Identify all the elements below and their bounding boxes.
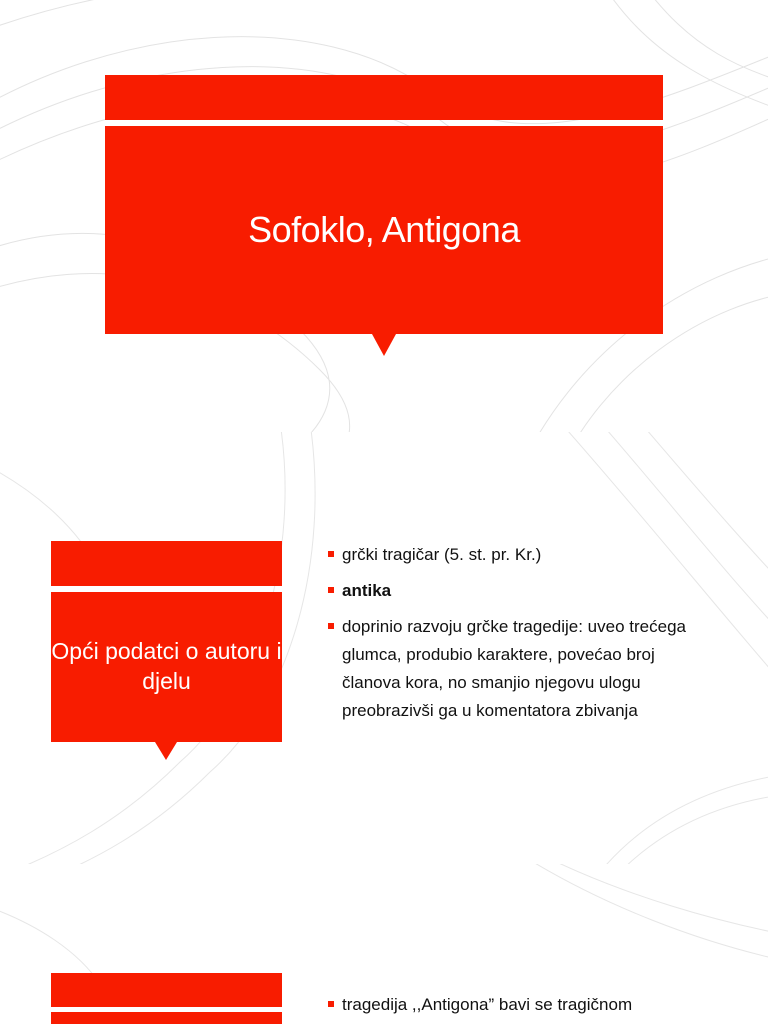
bullet-square-icon	[328, 1001, 334, 1007]
heading-bar-top	[51, 973, 282, 1007]
title-slide	[0, 0, 768, 432]
heading-bar-top	[51, 541, 282, 586]
bullet-square-icon	[328, 551, 334, 557]
work-slide	[0, 864, 768, 1024]
bullet-text: doprinio razvoju grčke tragedije: uveo trećega glumca, produbio karaktere, povećao broj članova kora, no smanjio njegovu ulogu preobrazivši ga u komentatora zbivanja	[342, 617, 686, 720]
slide-title: Sofoklo, Antigona	[248, 209, 520, 250]
slide-heading: Opći podatci o autoru i djelu	[51, 638, 282, 694]
bullet-text: grčki tragičar (5. st. pr. Kr.)	[342, 545, 542, 564]
title-bar-top	[105, 75, 663, 120]
bullet-square-icon	[328, 623, 334, 629]
heading-box	[51, 1012, 282, 1024]
heading-pointer	[155, 742, 177, 760]
author-bullet-list	[328, 541, 688, 733]
list-item	[328, 613, 688, 725]
list-item	[328, 577, 688, 605]
list-item	[328, 991, 748, 1019]
bullet-text: tragedija ,,Antigona” bavi se tragičnom	[342, 995, 633, 1014]
bullet-text: antika	[342, 581, 392, 600]
bullet-square-icon	[328, 587, 334, 593]
title-pointer	[372, 334, 396, 356]
work-bullet-list	[328, 991, 748, 1024]
list-item	[328, 541, 688, 569]
